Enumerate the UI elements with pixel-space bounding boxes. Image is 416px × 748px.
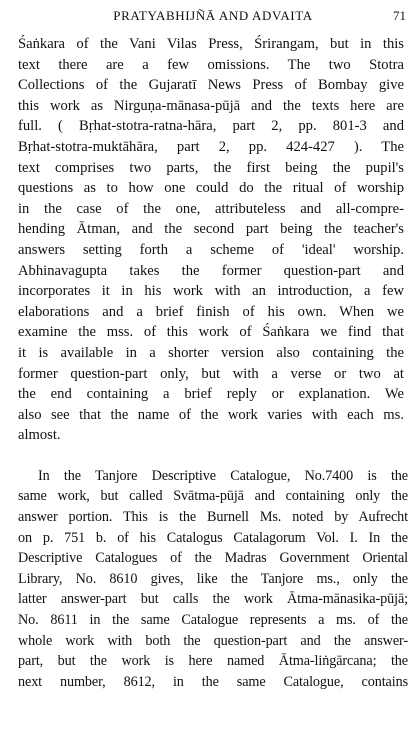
text-line: examine the mss. of this work of Śaṅkara we find that	[18, 324, 404, 341]
text-line: answer portion. This is the Burnell Ms. noted by Aufrecht	[18, 509, 408, 526]
text-line: part, but the work is here named Ātma-liṅgārcana; the	[18, 653, 408, 670]
text-line: former question-part only, but with a verse or two at	[18, 365, 404, 382]
text-line: next number, 8612, in the same Catalogue, contains	[18, 673, 408, 690]
text-line: almost.	[18, 427, 61, 444]
text-line: answers setting forth a scheme of 'ideal' worship.	[18, 241, 404, 258]
text-line: Śaṅkara of the Vani Vilas Press, Śrirangam, but in this	[18, 36, 404, 52]
page-number: 71	[393, 8, 406, 23]
text-line: Library, No. 8610 gives, like the Tanjore ms., only the	[18, 570, 408, 587]
text-line: also see that the name of the work varies with each ms.	[18, 406, 404, 423]
text-line: Descriptive Catalogues of the Madras Government Oriental	[18, 550, 408, 567]
text-line: text comprises two parts, the first being the pupil's	[18, 159, 404, 176]
paragraph-2	[18, 466, 408, 693]
text-line: in the case of the one, attributeless and all-compre-	[18, 200, 404, 217]
text-line: Bṛhat-stotra-muktāhāra, part 2, pp. 424-427 ). The	[18, 138, 404, 155]
running-head: PRATYABHIJÑĀ AND ADVAITA	[113, 8, 313, 23]
text-line: incorporates it in his work with an introduction, a few	[18, 283, 404, 300]
text-line: text there are a few omissions. The two Stotra	[18, 56, 404, 73]
text-line: this work as Nirguṇa-mānasa-pūjā and the texts here are	[18, 97, 404, 114]
text-line: questions as to how one could do the ritual of worship	[18, 180, 404, 197]
text-line: it is available in a shorter version also containing the	[18, 344, 404, 361]
body-text	[18, 34, 408, 692]
text-line: Abhinavagupta takes the former question-part and	[18, 262, 404, 279]
text-line: same work, but called Svātma-pūjā and containing only the	[18, 488, 408, 505]
page-header	[18, 4, 408, 34]
text-line: No. 8611 in the same Catalogue represents a ms. of the	[18, 612, 408, 629]
text-line: elaborations and a brief finish of his own. When we	[18, 303, 404, 320]
text-line: the end containing a brief reply or explanation. We	[18, 386, 404, 403]
text-line: In the Tanjore Descriptive Catalogue, No.7400 is the	[38, 467, 408, 484]
text-line: on p. 751 b. of his Catalogus Catalagorum Vol. I. In the	[18, 529, 408, 546]
paragraph-gap	[18, 446, 408, 466]
text-line: Collections of the Gujaratī News Press of Bombay give	[18, 77, 404, 94]
text-line: whole work with both the question-part and the answer-	[18, 632, 408, 649]
text-line: full. ( Bṛhat-stotra-ratna-hāra, part 2, pp. 801-3 and	[18, 118, 404, 135]
text-line: hending Ātman, and the second part being the teacher's	[18, 221, 404, 238]
text-line: latter answer-part but calls the work Ātma-mānasika-pūjā;	[18, 591, 408, 608]
paragraph-1	[18, 34, 408, 446]
